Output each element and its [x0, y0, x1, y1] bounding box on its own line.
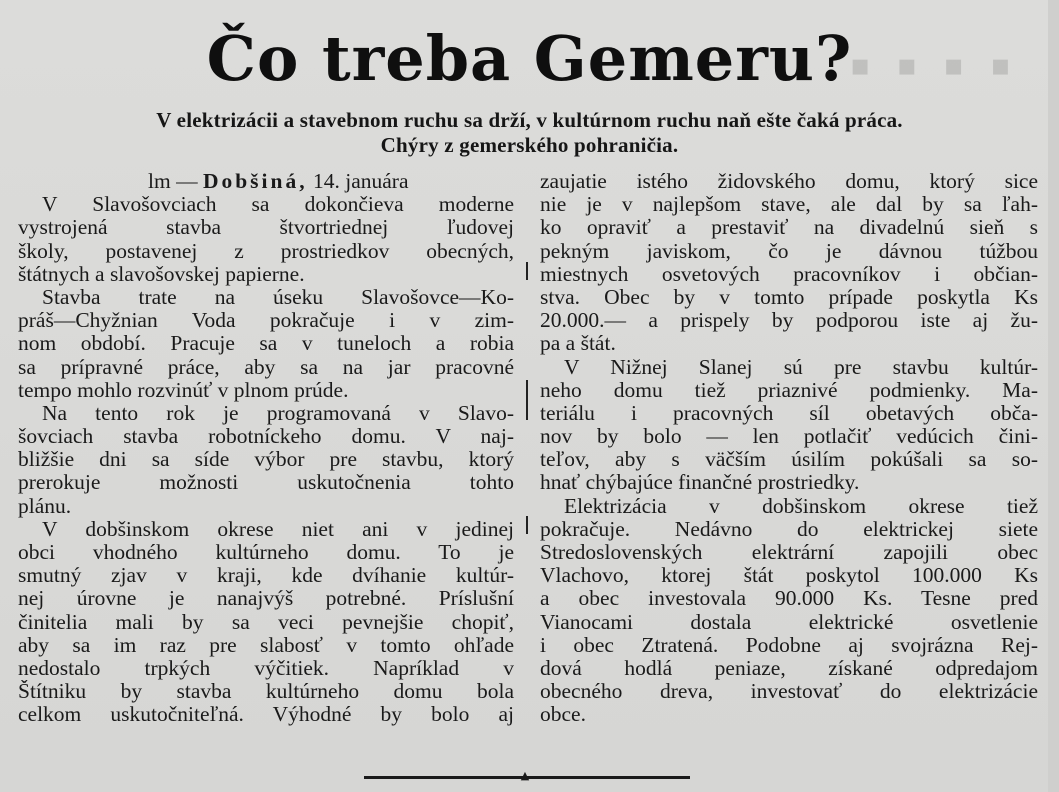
- text-line: Elektrizácia v dobšinskom okrese tiež: [564, 494, 1038, 518]
- text-line: V dobšinskom okrese niet ani v jedinej: [42, 517, 514, 541]
- text-line: aby sa im raz pre slabosť v tomto ohľade: [18, 633, 514, 657]
- text-line: V Slavošovciach sa dokončieva moderne: [42, 193, 514, 217]
- dateline-prefix: lm —: [148, 170, 203, 193]
- text-line: tempo mohlo rozvinúť v plnom prúde.: [18, 378, 349, 402]
- text-line: a obec investovala 90.000 Ks. Tesne pred: [540, 587, 1038, 611]
- column-rule: [526, 380, 528, 420]
- dateline: [18, 170, 514, 193]
- text-line: Na tento rok je programovaná v Slavo-: [42, 401, 514, 425]
- text-line: hnať chýbajúce finančné prostriedky.: [540, 471, 860, 495]
- subheadline-line-2: Chýry z gemerského pohraničia.: [380, 133, 679, 157]
- bleed-through-text: ▪ ▪ ▪ ▪: [850, 48, 1019, 78]
- text-line: V Nižnej Slanej sú pre stavbu kultúr-: [564, 355, 1038, 379]
- text-line: činitelia mali by sa veci pevnejšie chopiť,: [18, 610, 514, 634]
- text-line: stva. Obec by v tomto prípade poskytla Ks: [540, 285, 1038, 309]
- column-rule: [526, 516, 528, 534]
- column-rule: [526, 262, 528, 280]
- text-line: školy, postavenej z prostriedkov obecných,: [18, 239, 514, 263]
- text-line: miestnych osvetových pracovníkov i občian-: [540, 262, 1038, 286]
- text-line: celkom uskutočniteľná. Výhodné by bolo aj: [18, 703, 514, 727]
- text-line: obce.: [540, 703, 586, 727]
- text-line: ko opraviť a prestaviť na divadelnú sieň s: [540, 216, 1038, 240]
- text-line: vystrojená stavba štvortriednej ľudovej: [18, 216, 514, 240]
- text-line: pekným javiskom, čo je dávnou túžbou: [540, 239, 1038, 263]
- dateline-place: Dobšiná,: [202, 170, 308, 193]
- text-line: 20.000.— a prispely by podporou iste aj žu-: [540, 309, 1038, 333]
- text-line: teľov, aby s väčším úsilím pokúšali sa so-: [540, 448, 1038, 472]
- text-line: neho domu tiež priaznivé podmienky. Ma-: [540, 378, 1038, 402]
- left-column: [18, 170, 514, 727]
- text-line: štátnych a slavošovskej papierne.: [18, 262, 305, 286]
- text-line: pa a štát.: [540, 332, 616, 356]
- text-line: nie je v najlepšom stave, ale dal by sa ľah-: [540, 193, 1038, 217]
- text-line: zaujatie istého židovského domu, ktorý sice: [540, 170, 1038, 193]
- text-line: nov by bolo — len potlačiť vedúcich čini-: [540, 425, 1038, 449]
- text-line: nej úrovne je nanajvýš potrebné. Príslušní: [18, 587, 514, 611]
- text-line: i obec Ztratená. Podobne aj svojrázna Rej-: [540, 633, 1038, 657]
- text-line: pokračuje. Nedávno do elektrickej siete: [540, 517, 1038, 541]
- closing-ornament: ▲: [520, 769, 530, 782]
- text-line: nedostalo trpkých výčitiek. Napríklad v: [18, 656, 514, 680]
- text-line: šovciach stavba robotníckeho domu. V naj-: [18, 425, 514, 449]
- right-column: [540, 170, 1038, 727]
- page-edge: [1048, 0, 1059, 792]
- headline: Čo treba Gemeru?: [206, 22, 853, 95]
- text-line: práš—Chyžnian Voda pokračuje i v zim-: [18, 309, 514, 333]
- text-line: obecného dreva, investovať do elektrizácie: [540, 680, 1038, 704]
- text-line: bližšie dni sa síde výbor pre stavbu, ktorý: [18, 448, 514, 472]
- text-line: nom období. Pracuje sa v tuneloch a robia: [18, 332, 514, 356]
- text-line: obci vhodného kultúrneho domu. To je: [18, 541, 514, 564]
- text-line: dová hodlá peniaze, získané odpredajom: [540, 656, 1038, 680]
- text-line: plánu.: [18, 494, 72, 518]
- text-line: sa prípravné práce, aby sa na jar pracovné: [18, 355, 514, 379]
- text-line: Stavba trate na úseku Slavošovce—Ko-: [42, 285, 514, 309]
- dateline-date: 14. januára: [307, 170, 409, 193]
- text-line: smutný zjav v kraji, kde dvíhanie kultúr-: [18, 564, 514, 588]
- text-line: Stredoslovenských elektrární zapojili obec: [540, 541, 1038, 564]
- text-line: prerokuje možnosti uskutočnenia tohto: [18, 471, 514, 495]
- text-line: Vianocami dostala elektrické osvetlenie: [540, 610, 1038, 634]
- text-line: Vlachovo, ktorej štát poskytol 100.000 Ks: [540, 564, 1038, 588]
- text-line: teriálu i pracovných síl obetavých obča-: [540, 401, 1038, 425]
- text-line: Štítniku by stavba kultúrneho domu bola: [18, 680, 514, 704]
- subheadline-line-1: V elektrizácii a stavebnom ruchu sa drží, v kultúrnom ruchu naň ešte čaká práca.: [156, 108, 903, 132]
